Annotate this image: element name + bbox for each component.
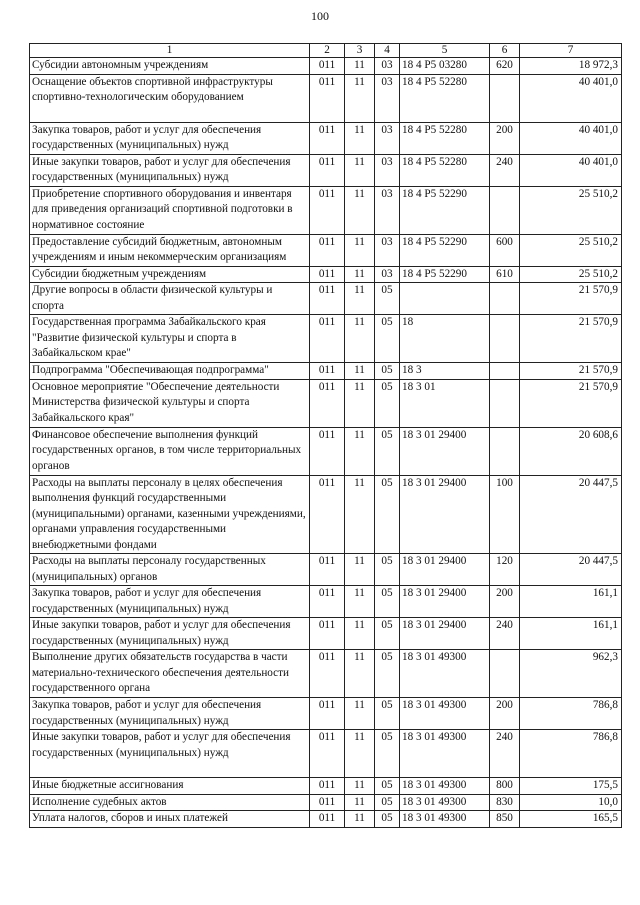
expense-type-cell: 830 — [490, 794, 520, 811]
admin-code-cell: 011 — [310, 730, 345, 778]
subsection-code-cell: 03 — [375, 58, 400, 75]
header-cell: 4 — [375, 44, 400, 58]
target-article-cell: 18 3 01 — [400, 379, 490, 427]
table-row — [30, 74, 622, 122]
subsection-code-cell: 05 — [375, 811, 400, 828]
section-code-cell: 11 — [345, 234, 375, 266]
amount-cell: 25 510,2 — [520, 234, 622, 266]
target-article-cell — [400, 283, 490, 315]
subsection-code-cell: 05 — [375, 554, 400, 586]
expense-type-cell: 240 — [490, 730, 520, 778]
row-name-cell: Иные закупки товаров, работ и услуг для обеспечения государственных (муниципальных) нужд — [30, 154, 310, 186]
header-cell: 5 — [400, 44, 490, 58]
expense-type-cell: 850 — [490, 811, 520, 828]
table-row — [30, 379, 622, 427]
row-name-cell: Закупка товаров, работ и услуг для обеспечения государственных (муниципальных) нужд — [30, 586, 310, 618]
subsection-code-cell: 05 — [375, 698, 400, 730]
target-article-cell: 18 4 P5 52290 — [400, 186, 490, 234]
row-name-cell: Расходы на выплаты персоналу в целях обеспечения выполнения функций государственными (муниципальными) органами, казенными учреждениями, органами управления государственными внебюджетными фондами — [30, 475, 310, 554]
section-code-cell: 11 — [345, 730, 375, 778]
table-row — [30, 794, 622, 811]
amount-cell: 18 972,3 — [520, 58, 622, 75]
target-article-cell: 18 — [400, 315, 490, 363]
subsection-code-cell: 03 — [375, 266, 400, 283]
header-cell: 3 — [345, 44, 375, 58]
amount-cell: 20 608,6 — [520, 427, 622, 475]
row-name-cell: Основное мероприятие "Обеспечение деятельности Министерства физической культуры и спорта Забайкальского края" — [30, 379, 310, 427]
subsection-code-cell: 05 — [375, 427, 400, 475]
section-code-cell: 11 — [345, 283, 375, 315]
expense-type-cell — [490, 379, 520, 427]
expense-type-cell: 120 — [490, 554, 520, 586]
section-code-cell: 11 — [345, 58, 375, 75]
table-row — [30, 650, 622, 698]
subsection-code-cell: 03 — [375, 234, 400, 266]
page-number: 100 — [311, 9, 329, 23]
subsection-code-cell: 05 — [375, 379, 400, 427]
admin-code-cell: 011 — [310, 58, 345, 75]
amount-cell: 786,8 — [520, 698, 622, 730]
table-row — [30, 234, 622, 266]
row-name-cell: Иные закупки товаров, работ и услуг для обеспечения государственных (муниципальных) нужд — [30, 618, 310, 650]
expense-type-cell: 600 — [490, 234, 520, 266]
table-row — [30, 283, 622, 315]
section-code-cell: 11 — [345, 186, 375, 234]
row-name-cell: Исполнение судебных актов — [30, 794, 310, 811]
expense-type-cell: 620 — [490, 58, 520, 75]
table-row — [30, 122, 622, 154]
table-row — [30, 315, 622, 363]
target-article-cell: 18 4 P5 52290 — [400, 234, 490, 266]
table-row — [30, 811, 622, 828]
expense-type-cell — [490, 427, 520, 475]
admin-code-cell: 011 — [310, 475, 345, 554]
expense-type-cell — [490, 283, 520, 315]
row-name-cell: Государственная программа Забайкальского края "Развитие физической культуры и спорта в Забайкальском крае" — [30, 315, 310, 363]
amount-cell: 40 401,0 — [520, 74, 622, 122]
expense-type-cell: 240 — [490, 618, 520, 650]
target-article-cell: 18 4 P5 52280 — [400, 74, 490, 122]
amount-cell: 161,1 — [520, 618, 622, 650]
subsection-code-cell: 05 — [375, 315, 400, 363]
admin-code-cell: 011 — [310, 811, 345, 828]
expense-type-cell: 610 — [490, 266, 520, 283]
header-cell: 1 — [30, 44, 310, 58]
section-code-cell: 11 — [345, 698, 375, 730]
header-cell: 7 — [520, 44, 622, 58]
subsection-code-cell: 05 — [375, 363, 400, 380]
table-row — [30, 730, 622, 778]
amount-cell: 786,8 — [520, 730, 622, 778]
row-name-cell: Приобретение спортивного оборудования и инвентаря для приведения организаций спортивной подготовки в нормативное состояние — [30, 186, 310, 234]
admin-code-cell: 011 — [310, 122, 345, 154]
amount-cell: 25 510,2 — [520, 186, 622, 234]
row-name-cell: Уплата налогов, сборов и иных платежей — [30, 811, 310, 828]
target-article-cell: 18 3 01 49300 — [400, 794, 490, 811]
expense-type-cell — [490, 186, 520, 234]
target-article-cell: 18 4 P5 52280 — [400, 154, 490, 186]
expense-type-cell — [490, 650, 520, 698]
row-name-cell: Закупка товаров, работ и услуг для обеспечения государственных (муниципальных) нужд — [30, 122, 310, 154]
target-article-cell: 18 4 P5 52290 — [400, 266, 490, 283]
row-name-cell: Другие вопросы в области физической культуры и спорта — [30, 283, 310, 315]
target-article-cell: 18 3 01 29400 — [400, 554, 490, 586]
admin-code-cell: 011 — [310, 283, 345, 315]
section-code-cell: 11 — [345, 315, 375, 363]
header-cell: 2 — [310, 44, 345, 58]
subsection-code-cell: 05 — [375, 283, 400, 315]
subsection-code-cell: 05 — [375, 650, 400, 698]
amount-cell: 21 570,9 — [520, 363, 622, 380]
target-article-cell: 18 4 P5 52280 — [400, 122, 490, 154]
table-row — [30, 586, 622, 618]
admin-code-cell: 011 — [310, 379, 345, 427]
row-name-cell: Оснащение объектов спортивной инфраструктуры спортивно-технологическим оборудованием — [30, 74, 310, 122]
row-name-cell: Предоставление субсидий бюджетным, автономным учреждениям и иным некоммерческим организациям — [30, 234, 310, 266]
table-row — [30, 475, 622, 554]
section-code-cell: 11 — [345, 778, 375, 795]
section-code-cell: 11 — [345, 427, 375, 475]
target-article-cell: 18 3 01 29400 — [400, 475, 490, 554]
admin-code-cell: 011 — [310, 794, 345, 811]
admin-code-cell: 011 — [310, 778, 345, 795]
row-name-cell: Выполнение других обязательств государства в части материально-технического обеспечения деятельности государственного органа — [30, 650, 310, 698]
expense-type-cell — [490, 315, 520, 363]
target-article-cell: 18 3 01 49300 — [400, 778, 490, 795]
expense-type-cell: 240 — [490, 154, 520, 186]
amount-cell: 21 570,9 — [520, 283, 622, 315]
amount-cell: 25 510,2 — [520, 266, 622, 283]
section-code-cell: 11 — [345, 618, 375, 650]
section-code-cell: 11 — [345, 154, 375, 186]
table-row — [30, 698, 622, 730]
admin-code-cell: 011 — [310, 315, 345, 363]
amount-cell: 40 401,0 — [520, 122, 622, 154]
amount-cell: 21 570,9 — [520, 315, 622, 363]
row-name-cell: Иные бюджетные ассигнования — [30, 778, 310, 795]
target-article-cell: 18 4 P5 03280 — [400, 58, 490, 75]
amount-cell: 10,0 — [520, 794, 622, 811]
amount-cell: 175,5 — [520, 778, 622, 795]
admin-code-cell: 011 — [310, 554, 345, 586]
budget-table — [29, 43, 622, 828]
expense-type-cell: 200 — [490, 698, 520, 730]
subsection-code-cell: 05 — [375, 778, 400, 795]
table-row — [30, 58, 622, 75]
admin-code-cell: 011 — [310, 427, 345, 475]
admin-code-cell: 011 — [310, 650, 345, 698]
table-header-row — [30, 44, 622, 58]
row-name-cell: Субсидии автономным учреждениям — [30, 58, 310, 75]
section-code-cell: 11 — [345, 363, 375, 380]
section-code-cell: 11 — [345, 475, 375, 554]
admin-code-cell: 011 — [310, 154, 345, 186]
expense-type-cell: 100 — [490, 475, 520, 554]
section-code-cell: 11 — [345, 74, 375, 122]
target-article-cell: 18 3 01 29400 — [400, 586, 490, 618]
target-article-cell: 18 3 01 49300 — [400, 730, 490, 778]
expense-type-cell: 800 — [490, 778, 520, 795]
table-row — [30, 427, 622, 475]
amount-cell: 20 447,5 — [520, 554, 622, 586]
table-row — [30, 186, 622, 234]
amount-cell: 40 401,0 — [520, 154, 622, 186]
admin-code-cell: 011 — [310, 74, 345, 122]
section-code-cell: 11 — [345, 266, 375, 283]
header-cell: 6 — [490, 44, 520, 58]
row-name-cell: Финансовое обеспечение выполнения функций государственных органов, в том числе территориальных органов — [30, 427, 310, 475]
table-row — [30, 154, 622, 186]
section-code-cell: 11 — [345, 586, 375, 618]
amount-cell: 21 570,9 — [520, 379, 622, 427]
admin-code-cell: 011 — [310, 698, 345, 730]
subsection-code-cell: 05 — [375, 730, 400, 778]
target-article-cell: 18 3 01 29400 — [400, 427, 490, 475]
row-name-cell: Иные закупки товаров, работ и услуг для обеспечения государственных (муниципальных) нужд — [30, 730, 310, 778]
expense-type-cell: 200 — [490, 586, 520, 618]
table-row — [30, 554, 622, 586]
target-article-cell: 18 3 01 49300 — [400, 650, 490, 698]
subsection-code-cell: 03 — [375, 154, 400, 186]
table-row — [30, 363, 622, 380]
amount-cell: 161,1 — [520, 586, 622, 618]
admin-code-cell: 011 — [310, 266, 345, 283]
table-row — [30, 266, 622, 283]
amount-cell: 962,3 — [520, 650, 622, 698]
target-article-cell: 18 3 01 49300 — [400, 811, 490, 828]
amount-cell: 165,5 — [520, 811, 622, 828]
admin-code-cell: 011 — [310, 363, 345, 380]
row-name-cell: Расходы на выплаты персоналу государственных (муниципальных) органов — [30, 554, 310, 586]
section-code-cell: 11 — [345, 794, 375, 811]
section-code-cell: 11 — [345, 554, 375, 586]
admin-code-cell: 011 — [310, 586, 345, 618]
section-code-cell: 11 — [345, 811, 375, 828]
row-name-cell: Субсидии бюджетным учреждениям — [30, 266, 310, 283]
subsection-code-cell: 05 — [375, 794, 400, 811]
admin-code-cell: 011 — [310, 234, 345, 266]
target-article-cell: 18 3 01 49300 — [400, 698, 490, 730]
expense-type-cell: 200 — [490, 122, 520, 154]
section-code-cell: 11 — [345, 650, 375, 698]
subsection-code-cell: 03 — [375, 74, 400, 122]
admin-code-cell: 011 — [310, 186, 345, 234]
expense-type-cell — [490, 74, 520, 122]
amount-cell: 20 447,5 — [520, 475, 622, 554]
subsection-code-cell: 05 — [375, 586, 400, 618]
row-name-cell: Закупка товаров, работ и услуг для обеспечения государственных (муниципальных) нужд — [30, 698, 310, 730]
subsection-code-cell: 03 — [375, 186, 400, 234]
subsection-code-cell: 03 — [375, 122, 400, 154]
target-article-cell: 18 3 01 29400 — [400, 618, 490, 650]
table-row — [30, 618, 622, 650]
row-name-cell: Подпрограмма "Обеспечивающая подпрограмма" — [30, 363, 310, 380]
subsection-code-cell: 05 — [375, 618, 400, 650]
section-code-cell: 11 — [345, 122, 375, 154]
subsection-code-cell: 05 — [375, 475, 400, 554]
target-article-cell: 18 3 — [400, 363, 490, 380]
expense-type-cell — [490, 363, 520, 380]
table-row — [30, 778, 622, 795]
section-code-cell: 11 — [345, 379, 375, 427]
admin-code-cell: 011 — [310, 618, 345, 650]
